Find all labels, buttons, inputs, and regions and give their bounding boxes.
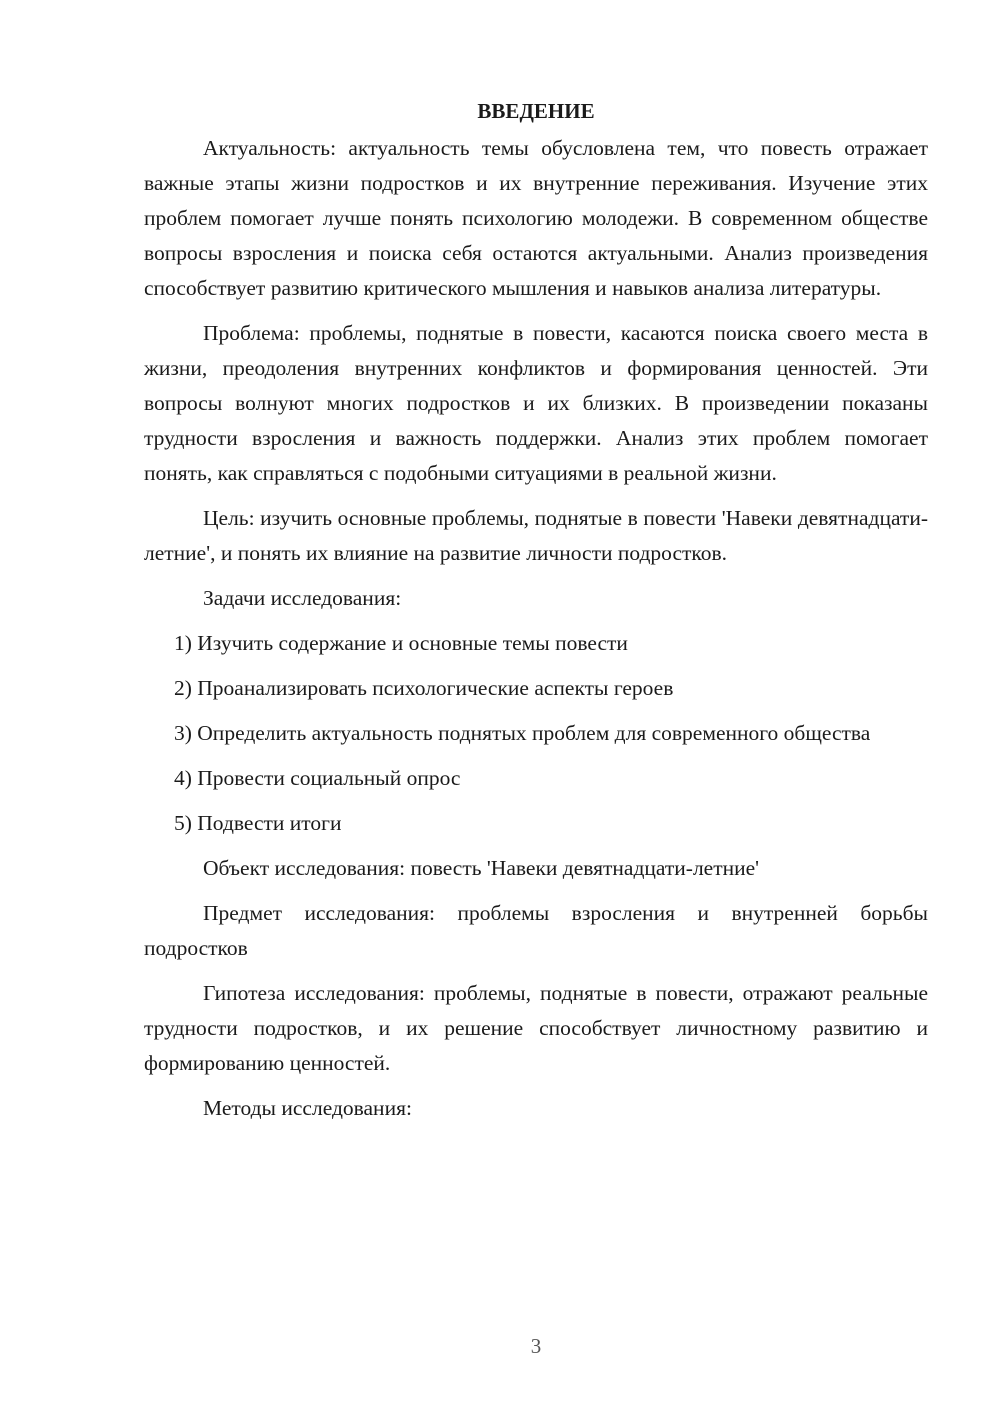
research-methods-paragraph: Методы исследования: xyxy=(203,1096,412,1120)
task-item: 5) Подвести итоги xyxy=(174,811,342,835)
page-number: 3 xyxy=(530,1334,542,1358)
tasks-title: Задачи исследования: xyxy=(203,586,402,610)
task-item: 2) Проанализировать психологические аспекты героев xyxy=(174,676,674,700)
page-title: ВВЕДЕНИЕ xyxy=(477,99,595,123)
research-subject-paragraph: Предмет исследования: проблемы взросления и внутренней борьбы подростков xyxy=(144,901,928,960)
research-object-paragraph: Объект исследования: повесть 'Навеки девятнадцати-летние' xyxy=(203,856,760,880)
relevance-paragraph: Актуальность: актуальность темы обусловлена тем, что повесть отражает важные этапы жизни подростков и их внутренние переживания. Изучение этих проблем помогает лучше понять психологию молодежи. В современном обществе вопросы взросления и поиска себя остаются актуальными. Анализ произведения способствует развитию критического мышления и навыков анализа литературы. xyxy=(144,136,928,300)
goal-paragraph: Цель: изучить основные проблемы, поднятые в повести 'Навеки девятнадцати-летние', и понять их влияние на развитие личности подростков. xyxy=(144,506,928,565)
task-item: 4) Провести социальный опрос xyxy=(174,766,461,790)
problem-paragraph: Проблема: проблемы, поднятые в повести, касаются поиска своего места в жизни, преодоления внутренних конфликтов и формирования ценностей. Эти вопросы волнуют многих подростков и их близких. В произведении показаны трудности взросления и важность поддержки. Анализ этих проблем помогает понять, как справляться с подобными ситуациями в реальной жизни. xyxy=(144,321,928,485)
task-item: 3) Определить актуальность поднятых проблем для современного общества xyxy=(174,721,871,745)
document-page xyxy=(144,95,928,1136)
research-hypothesis-paragraph: Гипотеза исследования: проблемы, поднятые в повести, отражают реальные трудности подростков, и их решение способствует личностному развитию и формированию ценностей. xyxy=(144,981,928,1075)
task-item: 1) Изучить содержание и основные темы повести xyxy=(174,631,628,655)
